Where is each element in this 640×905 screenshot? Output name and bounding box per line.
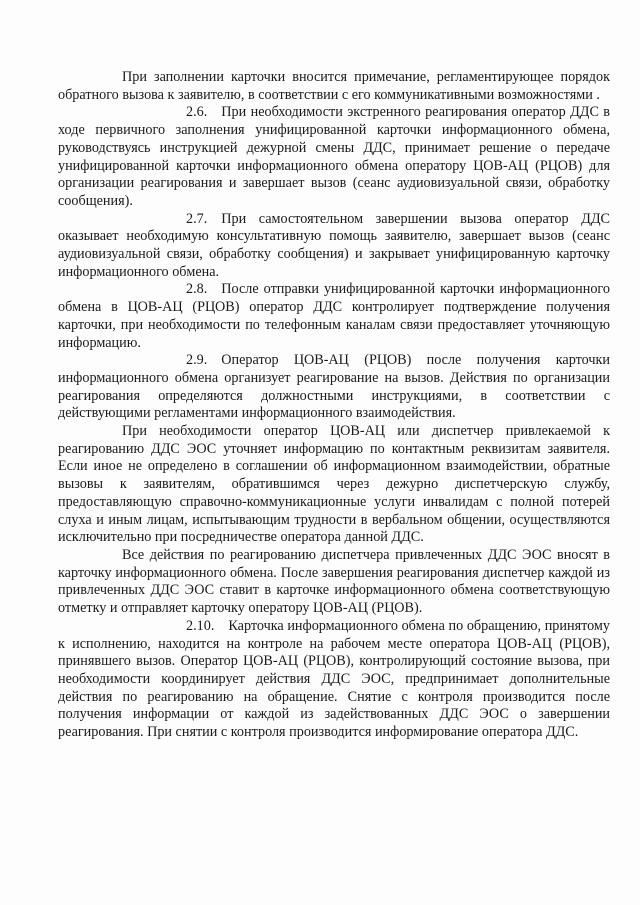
paragraph-text: При необходимости оператор ЦОВ-АЦ или диспетчер привлекаемой к реагированию ДДС ЭОС уточняет информацию по контактным реквизитам заявителя. Если иное не определено в соглашении об информационном взаимодействии, обратные вызовы к заявителям, обратившимся через дежурно диспетчерскую службу, предоставляющую справочно-коммуникационные услуги инвалидам с полной потерей слуха и иным лицам, испытывающим трудности в вербальном общении, осуществляются исключительно при посредничестве оператора данной ДДС. [58,423,610,546]
paragraph-2-6 [58,104,610,210]
paragraph-2-7 [58,211,610,282]
paragraph-text: При заполнении карточки вносится примечание, регламентирующее порядок обратного вызова к заявителю, в соответствии с его коммуникативными возможностями . [58,69,610,103]
document-body [58,69,610,742]
paragraph-2-9 [58,352,610,423]
paragraph-text: Все действия по реагированию диспетчера привлеченных ДДС ЭОС вносят в карточку информационного обмена. После завершения реагирования диспетчер каждой из привлеченных ДДС ЭОС ставит в карточке информационного обмена соответствующую отметку и отправляет карточку оператору ЦОВ-АЦ (РЦОВ). [58,546,610,617]
paragraph-text: После отправки унифицированной карточки информационного обмена в ЦОВ-АЦ (РЦОВ) оператор ДДС контролирует подтверждение получения карточки, при необходимости по телефонным каналам связи предоставляет уточняющую информацию. [58,281,610,351]
paragraph-number: 2.6. [186,104,208,121]
paragraph-text: При самостоятельном завершении вызова оператор ДДС оказывает необходимую консультативную помощь заявителю, завершает вызов (сеанс аудиовизуальной связи, обработку сообщения) и закрывает унифицированную карточку информационного обмена. [58,210,610,280]
paragraph-number: 2.9. [186,352,208,369]
paragraph-2-8 [58,281,610,352]
paragraph-number: 2.7. [186,210,208,227]
paragraph-text: Оператор ЦОВ-АЦ (РЦОВ) после получения карточки информационного обмена организует реагирование на вызов. Действия по организации реагирования определяются должностными инструкциями, в соответствии с действующими регламентами информационного взаимодействия. [58,352,610,422]
paragraph-number: 2.8. [186,281,208,298]
paragraph-text: Карточка информационного обмена по обращению, принятому к исполнению, находится на контроле на рабочем месте оператора ЦОВ-АЦ (РЦОВ), принявшего вызов. Оператор ЦОВ-АЦ (РЦОВ), контролирующий состояние вызова, при необходимости координирует действия ДДС ЭОС, предпринимает дополнительные действия по реагированию на обращение. Снятие с контроля производится после получения информации от каждой из задействованных ДДС ЭОС о завершении реагирования. При снятии с контроля производится информирование оператора ДДС. [58,617,610,741]
paragraph-2-10 [58,618,610,742]
paragraph-text: При необходимости экстренного реагирования оператор ДДС в ходе первичного заполнения унифицированной карточки информационного обмена, руководствуясь инструкцией дежурной смены ДДС, принимает решение о передаче унифицированной карточки информационного обмена оператору ЦОВ-АЦ (РЦОВ) для организации реагирования и завершает вызов (сеанс аудиовизуальной связи, обработку сообщения). [58,104,610,209]
paragraph-actions-recorded [58,547,610,618]
paragraph-callback-note [58,69,610,104]
paragraph-clarification [58,423,610,547]
paragraph-number: 2.10. [186,617,215,634]
